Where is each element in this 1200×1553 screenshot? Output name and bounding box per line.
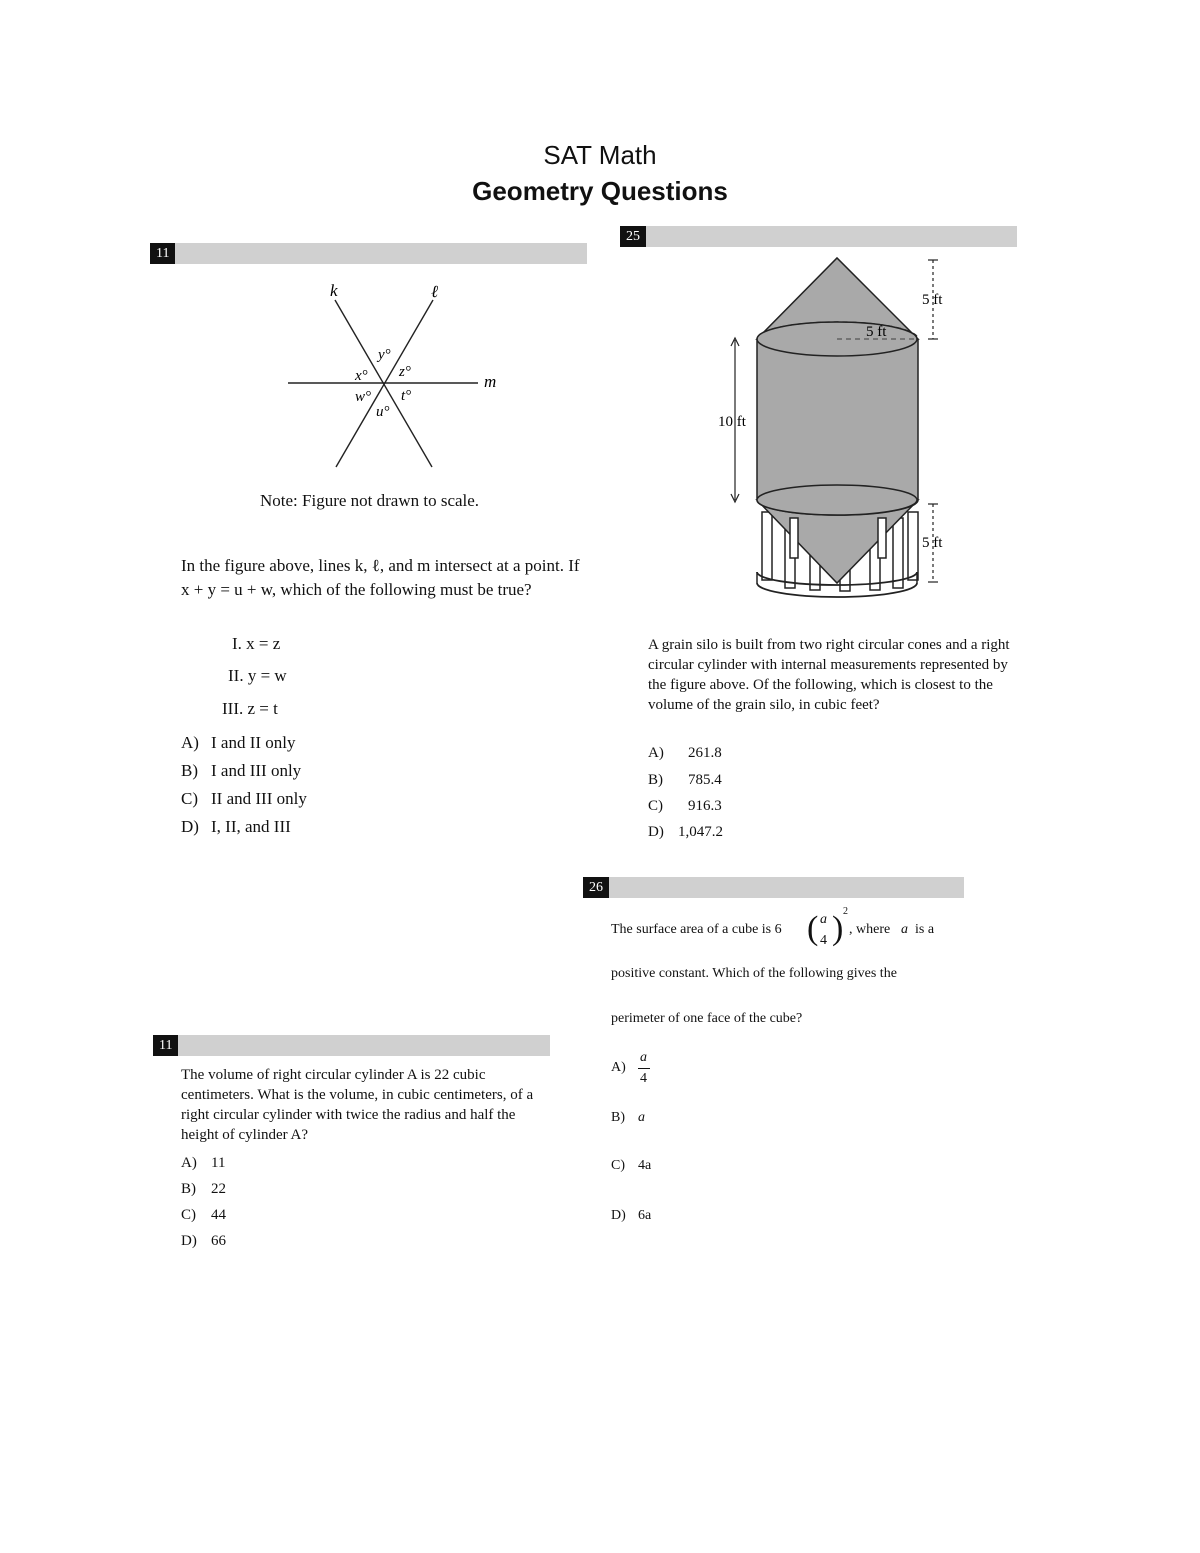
statement-3: III. z = t (222, 699, 278, 718)
question-header-bar (150, 243, 587, 264)
dimension-bottom-cone-height: 5 ft (922, 535, 943, 551)
angle-z-label: z° (399, 364, 411, 380)
question-stem-line-3: perimeter of one face of the cube? (611, 1011, 803, 1026)
answer-choice-a[interactable]: A) I and II only (181, 733, 296, 752)
question-number: 11 (153, 1035, 178, 1056)
answer-choice-a[interactable]: A) 261.8 (648, 745, 722, 761)
answer-choice-d[interactable]: D) 1,047.2 (648, 824, 723, 840)
fraction-numerator: a (820, 912, 827, 927)
question-stem: In the figure above, lines k, ℓ, and m intersect at a point. If x + y = u + w, which of the following must be true? (181, 556, 580, 599)
question-number: 11 (150, 243, 175, 264)
angle-w-label: w° (355, 389, 372, 405)
question-stem-line-2: positive constant. Which of the following gives the (611, 966, 897, 981)
answer-choice-b[interactable]: B) 785.4 (648, 772, 722, 788)
answer-choice-c[interactable]: C) 916.3 (648, 798, 722, 814)
angle-y-label: y° (378, 347, 391, 363)
statement-1: I. x = z (232, 634, 281, 653)
answer-choice-c[interactable]: C) II and III only (181, 789, 307, 808)
angle-x-label: x° (355, 368, 368, 384)
question-number: 25 (620, 226, 646, 247)
exponent: 2 (843, 906, 848, 917)
question-stem: A grain silo is built from two right circular cones and a right circular cylinder with internal measurements represented by the figure above. Of the following, which is closest to the volume of the grain silo, in cubic feet? (648, 637, 1010, 713)
page-subtitle: Geometry Questions (472, 176, 728, 206)
grain-silo-figure (700, 250, 980, 600)
dimension-cylinder-height: 10 ft (718, 414, 746, 430)
question-header-bar (583, 877, 964, 898)
dimension-radius: 5 ft (866, 324, 887, 340)
answer-choice-c[interactable]: C) 4a (611, 1158, 652, 1173)
answer-choice-d[interactable]: D) 66 (181, 1233, 226, 1249)
answer-choice-a[interactable]: A) 11 (181, 1155, 226, 1171)
line-l-label: ℓ (431, 282, 439, 301)
question-stem: The volume of right circular cylinder A is 22 cubic centimeters. What is the volume, in cubic centimeters, of a right circular cylinder with twice the radius and half the height of cylinder A? (181, 1067, 534, 1143)
question-header-bar (620, 226, 1017, 247)
answer-choice-b[interactable]: B) I and III only (181, 761, 302, 780)
line-k-label: k (330, 281, 338, 300)
question-header-bar (153, 1035, 550, 1056)
question-number: 26 (583, 877, 609, 898)
answer-choice-d[interactable]: D) I, II, and III (181, 817, 291, 836)
statement-2: II. y = w (228, 666, 287, 685)
intersecting-lines-figure (270, 270, 530, 485)
answer-choice-a[interactable]: A) a 4 (611, 1050, 671, 1090)
fraction-denominator: 4 (820, 933, 827, 948)
angle-t-label: t° (401, 388, 412, 404)
figure-note: Note: Figure not drawn to scale. (260, 491, 480, 510)
answer-choice-b[interactable]: B) 22 (181, 1181, 226, 1197)
answer-choice-b[interactable]: B) a (611, 1110, 645, 1125)
line-m-label: m (484, 372, 497, 391)
page-title: SAT Math (543, 140, 657, 170)
dimension-top-cone-height: 5 ft (922, 292, 943, 308)
answer-choice-d[interactable]: D) 6a (611, 1208, 652, 1223)
answer-choice-c[interactable]: C) 44 (181, 1207, 226, 1223)
angle-u-label: u° (376, 404, 390, 420)
